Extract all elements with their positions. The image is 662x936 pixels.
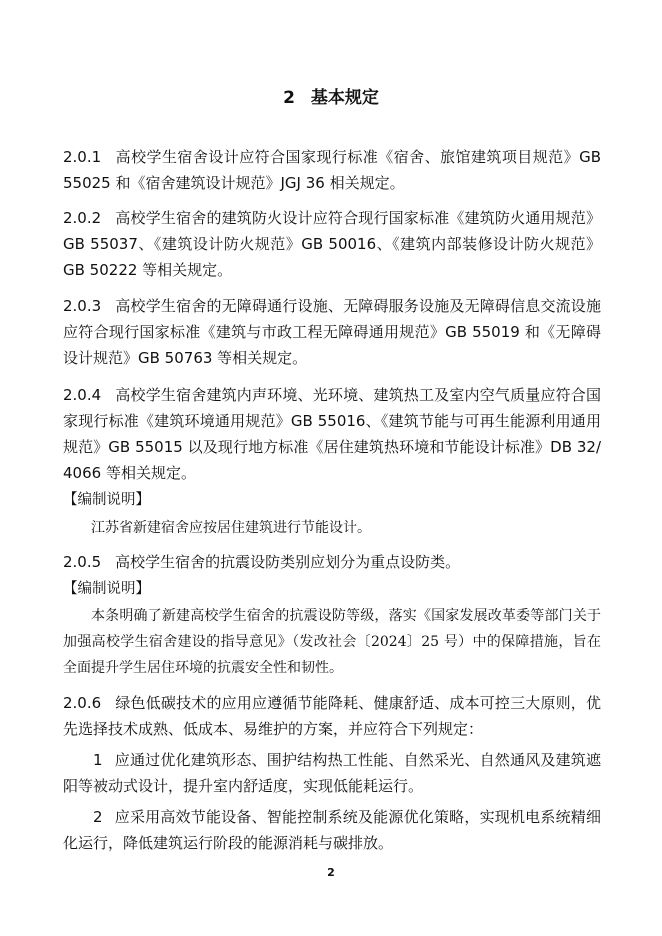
clause-text: 高校学生宿舍的建筑防火设计应符合现行国家标准《建筑防火通用规范》GB 55037、《建筑设计防火规范》GB 50016、《建筑内部装修设计防火规范》GB 50222 等相关规定。 bbox=[63, 209, 601, 279]
clause-2-0-4 bbox=[63, 382, 601, 486]
clause-text: 高校学生宿舍建筑内声环境、光环境、建筑热工及室内空气质量应符合国家现行标准《建筑环境通用规范》GB 55016、《建筑节能与可再生能源利用通用规范》GB 55015 以及现行地方标准《居住建筑热环境和节能设计标准》DB 32/ 4066 等相关规定。 bbox=[63, 386, 601, 482]
note-body: 本条明确了新建高校学生宿舍的抗震设防等级，落实《国家发展改革委等部门关于加强高校学生宿舍建设的指导意见》（发改社会〔2024〕25 号）中的保障措施，旨在全面提升学生居住环境的抗震安全性和韧性。 bbox=[63, 608, 601, 676]
item-text: 应采用高效节能设备、智能控制系统及能源优化策略，实现机电系统精细化运行，降低建筑运行阶段的能源消耗与碳排放。 bbox=[63, 808, 601, 852]
note-heading: 【编制说明】 bbox=[63, 581, 150, 597]
clause-number: 2.0.2 bbox=[63, 209, 102, 227]
clause-2-0-2 bbox=[63, 205, 601, 283]
clause-number: 2.0.6 bbox=[63, 694, 102, 712]
chapter-title bbox=[0, 86, 662, 110]
clause-text: 高校学生宿舍的无障碍通行设施、无障碍服务设施及无障碍信息交流设施应符合现行国家标准《建筑与市政工程无障碍通用规范》GB 55019 和《无障碍设计规范》GB 50763 等相关规定。 bbox=[63, 297, 601, 367]
clause-number: 2.0.4 bbox=[63, 386, 102, 404]
chapter-number: 2 bbox=[283, 88, 295, 108]
clause-2-0-1 bbox=[63, 144, 601, 196]
note-body: 江苏省新建宿舍应按居住建筑进行节能设计。 bbox=[91, 520, 371, 536]
clause-number: 2.0.1 bbox=[63, 148, 102, 166]
clause-text: 高校学生宿舍的抗震设防类别应划分为重点设防类。 bbox=[115, 553, 461, 571]
clause-number: 2.0.3 bbox=[63, 297, 102, 315]
item-text: 应通过优化建筑形态、围护结构热工性能、自然采光、自然通风及建筑遮阳等被动式设计，提升室内舒适度，实现低能耗运行。 bbox=[63, 751, 601, 795]
item-number: 1 bbox=[93, 751, 103, 769]
chapter-title-text: 基本规定 bbox=[310, 88, 379, 108]
list-item bbox=[63, 747, 601, 799]
page-number: 2 bbox=[327, 866, 335, 879]
clause-2-0-3 bbox=[63, 293, 601, 371]
item-number: 2 bbox=[93, 808, 103, 826]
clause-2-0-6 bbox=[63, 690, 601, 742]
clause-text: 绿色低碳技术的应用应遵循节能降耗、健康舒适、成本可控三大原则，优先选择技术成熟、低成本、易维护的方案，并应符合下列规定： bbox=[63, 694, 601, 738]
clause-2-0-5 bbox=[63, 549, 601, 575]
list-item bbox=[63, 804, 601, 856]
clause-number: 2.0.5 bbox=[63, 553, 102, 571]
clause-text: 高校学生宿舍设计应符合国家现行标准《宿舍、旅馆建筑项目规范》GB 55025 和《宿舍建筑设计规范》JGJ 36 相关规定。 bbox=[63, 148, 601, 192]
note-heading: 【编制说明】 bbox=[63, 492, 150, 508]
